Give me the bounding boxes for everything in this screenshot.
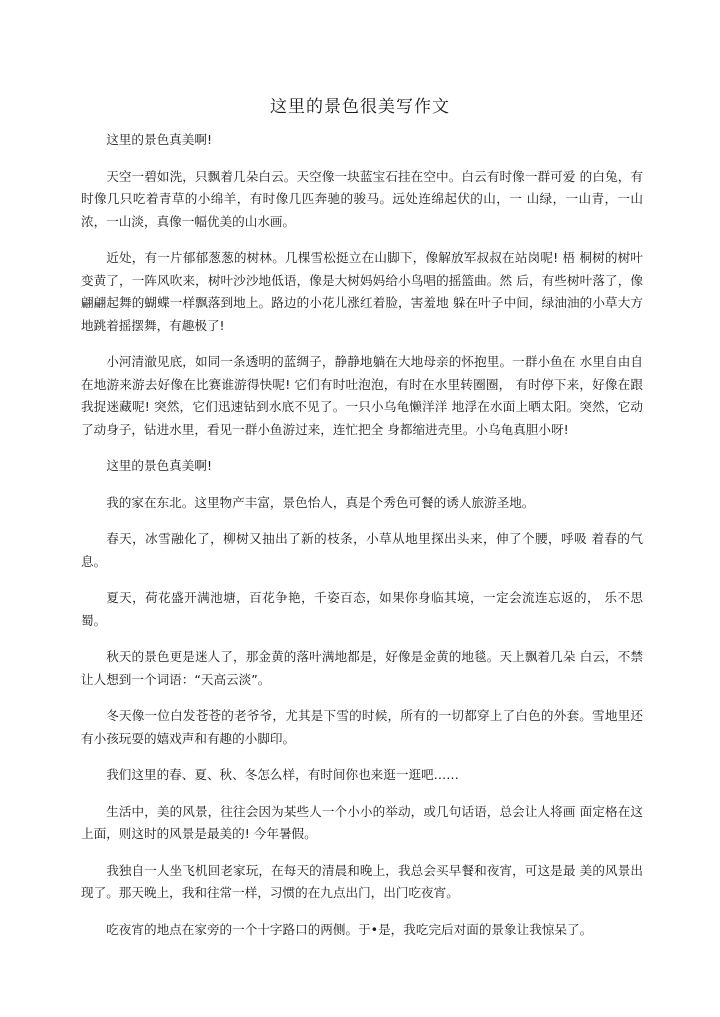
paragraph-1: 这里的景色真美啊! — [106, 132, 212, 147]
document-body — [81, 129, 643, 955]
document-title: 这里的景色很美写作文 — [270, 97, 450, 117]
paragraph-5: 这里的景色真美啊! — [106, 458, 212, 473]
paragraph-10: 冬天像一位白发苍苍的老爷爷，尤其是下雪的时候，所有的一切都穿上了白色的外套。雪地里还有小孩玩耍的嬉戏声和有趣的小脚印。 — [81, 708, 643, 746]
paragraph-9: 秋天的景色更是迷人了，那金黄的落叶满地都是，好像是金黄的地毯。天上飘着几朵 白云，不禁让人想到一个词语：“天高云淡”。 — [81, 649, 643, 687]
paragraph-14: 吃夜宵的地点在家旁的一个十字路口的两侧。于•是，我吃完后对面的景象让我惊呆了。 — [106, 921, 593, 937]
paragraph-13: 我独自一人坐飞机回老家玩，在每天的清晨和晚上，我总会买早餐和夜宵，可这是最 美的风景出现了。那天晚上，我和往常一样，习惯的在九点出门，出门吃夜宵。 — [81, 862, 643, 900]
paragraph-12: 生活中，美的风景，往往会因为某些人一个小小的举动，或几句话语，总会让人将画 面定格在这上面，则这时的风景是最美的! 今年暑假。 — [81, 803, 643, 841]
paragraph-6: 我的家在东北。这里物产丰富，景色怡人，真是个秀色可餐的诱人旅游圣地。 — [106, 494, 535, 510]
paragraph-8: 夏天，荷花盛开满池塘，百花争艳，千姿百态，如果你身临其境，一定会流连忘返的， 乐不思蜀。 — [81, 590, 643, 628]
paragraph-3: 近处，有一片郁郁葱葱的树林。几棵雪松挺立在山脚下，像解放军叔叔在站岗呢! 梧 桐树的树叶变黄了，一阵风吹来，树叶沙沙地低语，像是大树妈妈给小鸟唱的摇篮曲。然 后，有些树叶落了，像翩翩起舞的蝴蝶一样飘落到地上。路边的小花儿涨红着脸，害羞地 躲在叶子中间，绿油油的小草大方地跳着摇摆舞，有趣极了! — [81, 250, 643, 333]
paragraph-7: 春天，冰雪融化了，柳树又抽出了新的枝条，小草从地里探出头来，伸了个腰，呼吸 着春的气息。 — [81, 531, 643, 569]
paragraph-2: 天空一碧如洗，只飘着几朵白云。天空像一块蓝宝石挂在空中。白云有时像一群可爱 的白兔，有时像几只吃着青草的小绵羊，有时像几匹奔驰的骏马。远处连绵起伏的山，一 山绿，一山青，一山浓，一山淡，真像一幅优美的山水画。 — [81, 168, 643, 229]
paragraph-4: 小河清澈见底，如同一条透明的蓝绸子，静静地躺在大地母亲的怀抱里。一群小鱼在 水里自由自在地游来游去好像在比赛谁游得快呢! 它们有时吐泡泡，有时在水里转圈圈， 有时停下来，好像在跟我捉迷藏呢! 突然，它们迅速钻到水底不见了。一只小乌龟懒洋洋 地浮在水面上晒太阳。突然，它动了动身子，钻进水里，看见一群小鱼游过来，连忙把全 身都缩进壳里。小乌龟真胆小呀! — [81, 354, 643, 437]
paragraph-11: 我们这里的春、夏、秋、冬怎么样，有时间你也来逛一逛吧…… — [106, 767, 459, 782]
